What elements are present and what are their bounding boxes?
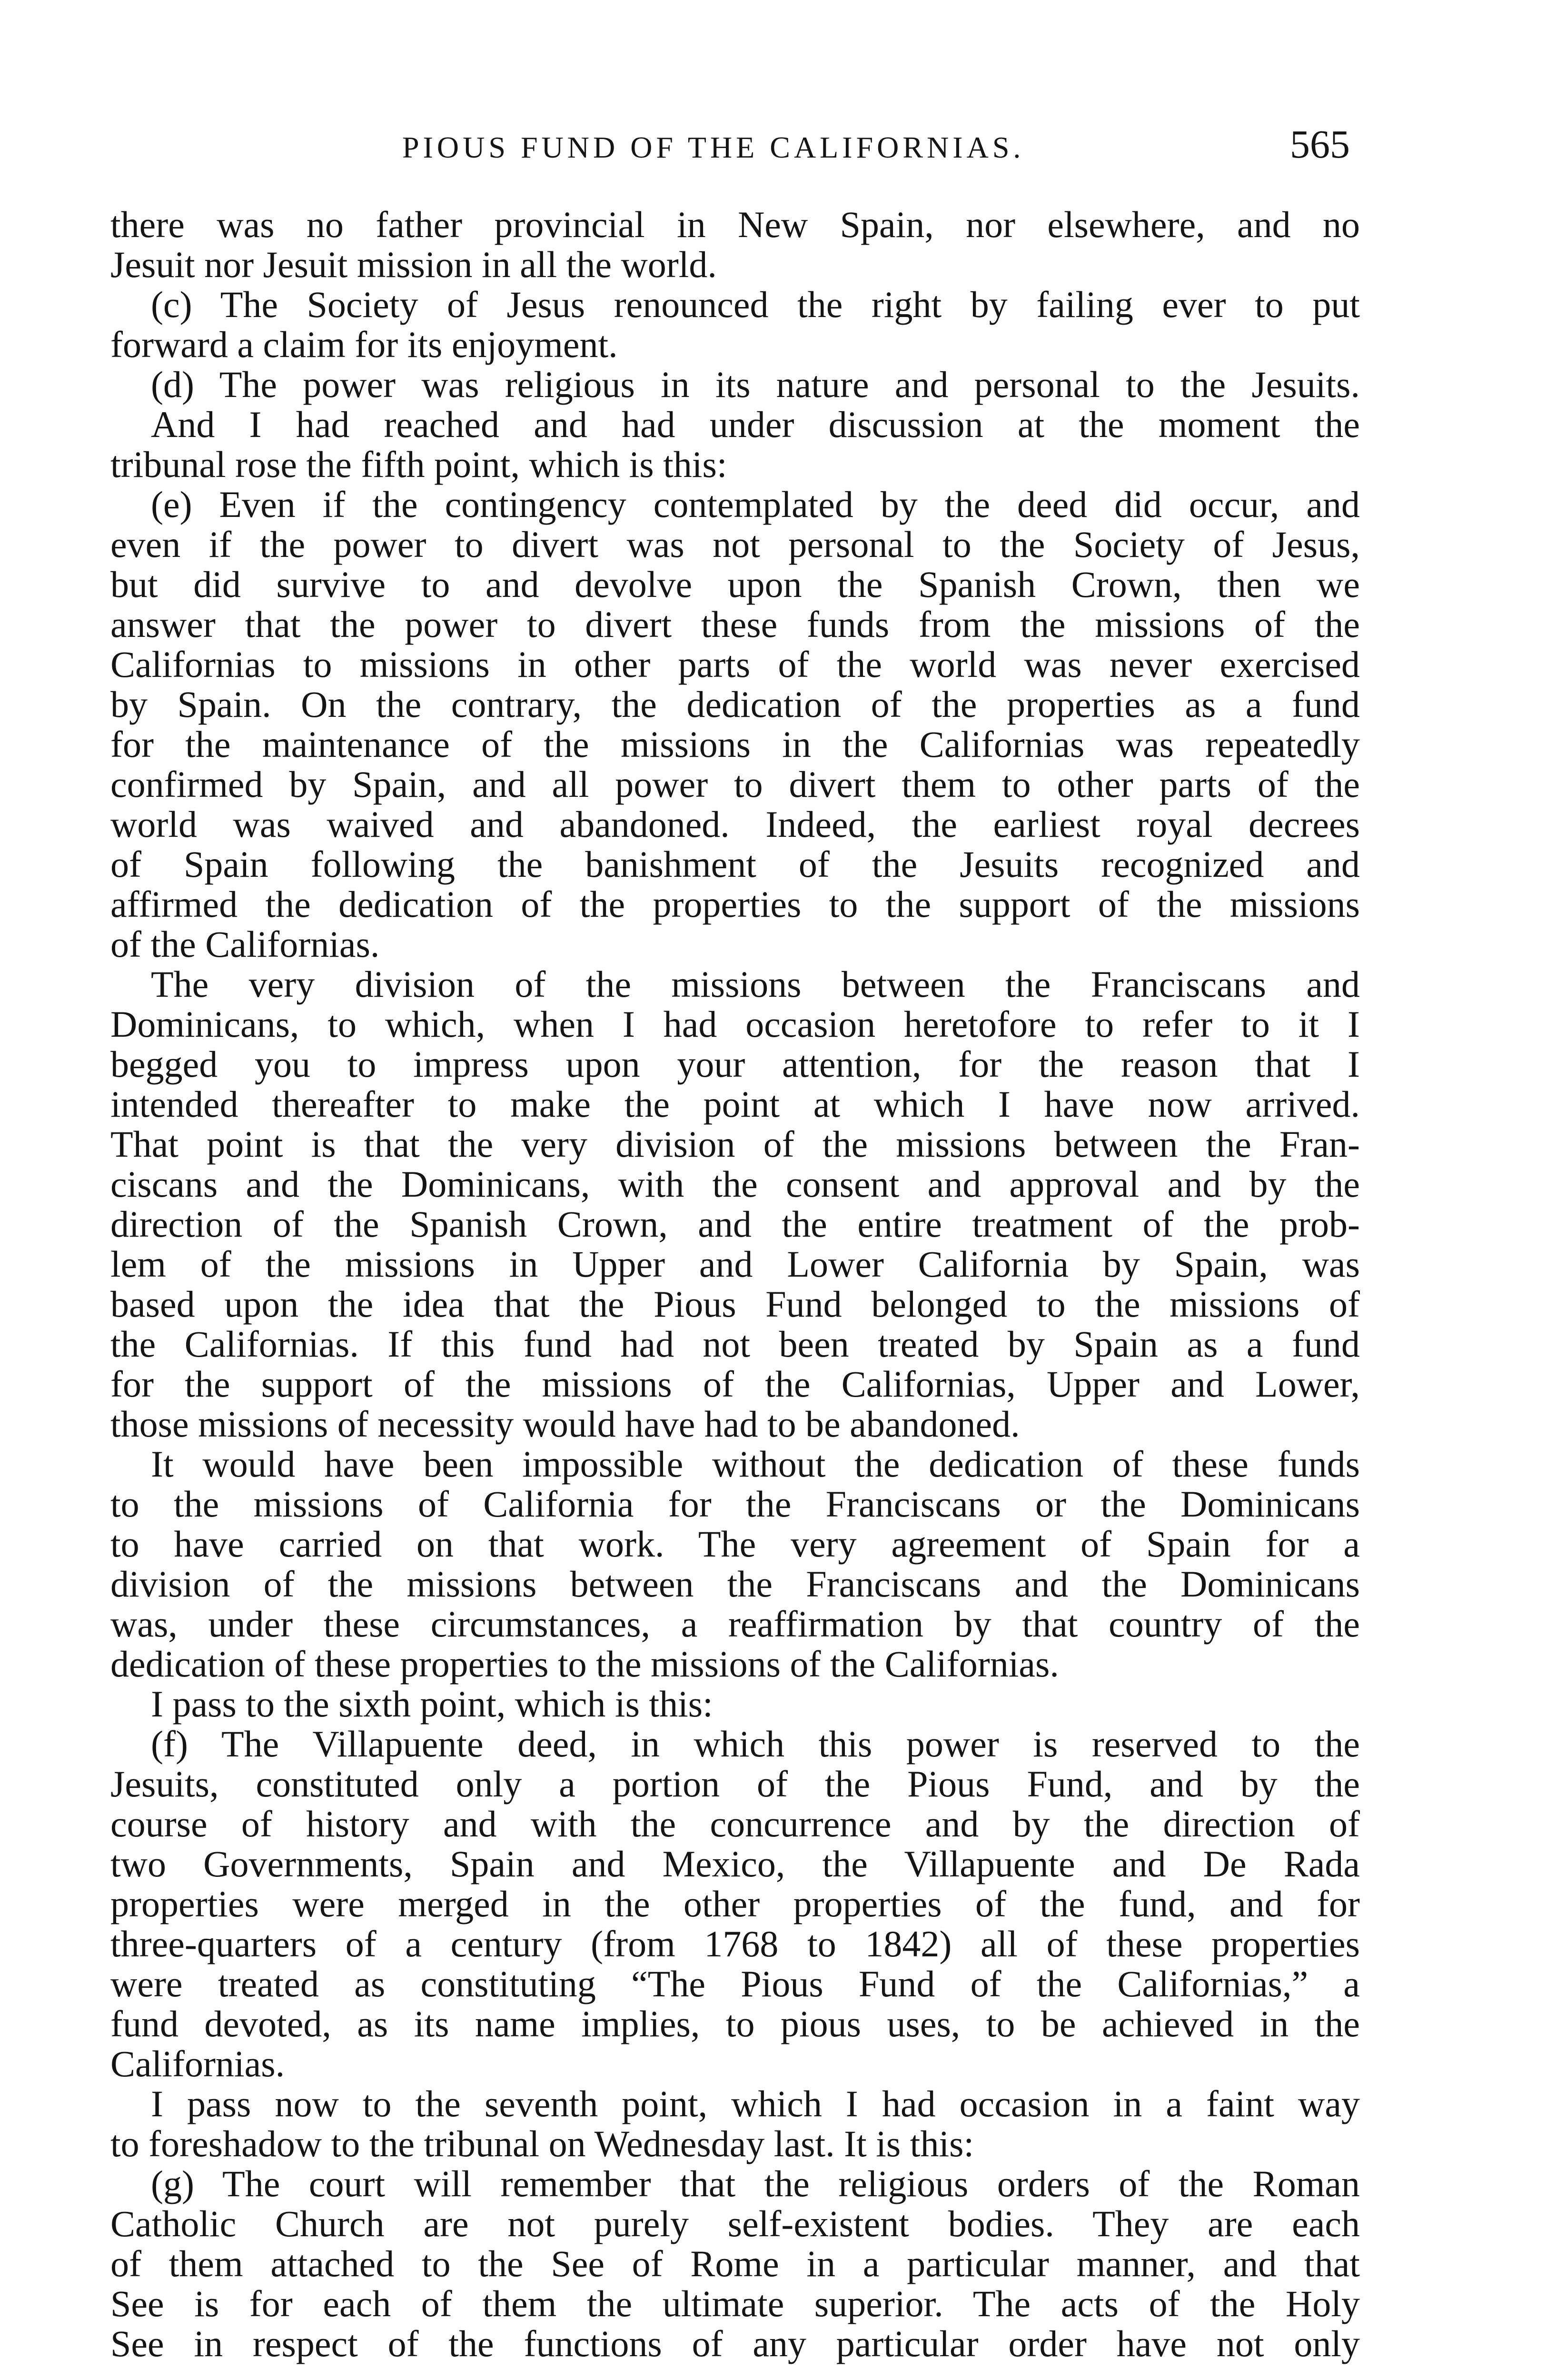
paragraph [110,405,1360,485]
text-line: Californias. [110,2043,285,2084]
text-line: two Governments, Spain and Mexico, the Villapuente and De Rada [110,1843,1360,1884]
paragraph [110,964,1360,1444]
text-line: See is for each of them the ultimate superior. The acts of the Holy [110,2283,1360,2324]
text-line: of the Californias. [110,923,380,965]
text-line: of Spain following the banishment of the Jesuits recognized and [110,843,1360,885]
text-line: three-quarters of a century (from 1768 to 1842) all of these properties [110,1923,1360,1964]
text-line: (d) The power was religious in its nature and personal to the Jesuits. [151,364,1360,405]
paragraph [110,2164,1360,2364]
text-line: division of the missions between the Franciscans and the Dominicans [110,1563,1360,1605]
text-line: lem of the missions in Upper and Lower California by Spain, was [110,1243,1360,1285]
text-line: for the maintenance of the missions in the Californias was repeatedly [110,724,1360,765]
paragraph [110,205,1360,285]
text-line: forward a claim for its enjoyment. [110,324,618,365]
text-line: the Californias. If this fund had not been treated by Spain as a fund [110,1323,1360,1365]
text-line: course of history and with the concurrence and by the direction of [110,1803,1360,1844]
page-number: 565 [1290,122,1350,167]
text-line: was, under these circumstances, a reaffirmation by that country of the [110,1603,1360,1645]
text-line: there was no father provincial in New Spain, nor elsewhere, and no [110,204,1360,245]
body-text [110,205,1360,2364]
text-line: ciscans and the Dominicans, with the consent and approval and by the [110,1163,1360,1205]
text-line: Catholic Church are not purely self-existent bodies. They are each [110,2203,1360,2244]
paragraph [110,2084,1360,2164]
text-line: those missions of necessity would have had to be abandoned. [110,1403,1020,1445]
text-line: to the missions of California for the Franciscans or the Dominicans [110,1483,1360,1525]
text-line: confirmed by Spain, and all power to divert them to other parts of the [110,764,1360,805]
text-line: begged you to impress upon your attention, for the reason that I [110,1043,1360,1085]
text-line: by Spain. On the contrary, the dedication of the properties as a fund [110,684,1360,725]
text-line: Jesuits, constituted only a portion of the Pious Fund, and by the [110,1763,1360,1805]
text-line: but did survive to and devolve upon the Spanish Crown, then we [110,564,1360,605]
text-line: Jesuit nor Jesuit mission in all the world. [110,244,717,285]
text-line: I pass now to the seventh point, which I had occasion in a faint way [151,2083,1360,2124]
text-line: dedication of these properties to the missions of the Californias. [110,1643,1059,1685]
text-line: See in respect of the functions of any particular order have not only [110,2323,1360,2364]
text-line: (e) Even if the contingency contemplated by the deed did occur, and [151,484,1360,525]
text-line: And I had reached and had under discussion at the moment the [151,404,1360,445]
text-line: Californias to missions in other parts of the world was never exercised [110,644,1360,685]
text-line: (c) The Society of Jesus renounced the right by failing ever to put [151,284,1360,325]
text-line: fund devoted, as its name implies, to pious uses, to be achieved in the [110,2003,1360,2044]
running-title: PIOUS FUND OF THE CALIFORNIAS. [402,130,1025,164]
paragraph [110,1444,1360,1684]
text-line: direction of the Spanish Crown, and the entire treatment of the prob- [110,1203,1360,1245]
paragraph [110,365,1360,405]
text-line: Dominicans, to which, when I had occasion heretofore to refer to it I [110,1003,1360,1045]
text-line: The very division of the missions between the Franciscans and [151,963,1360,1005]
text-line: for the support of the missions of the Californias, Upper and Lower, [110,1363,1360,1405]
paragraph [110,1684,1360,1724]
text-line: even if the power to divert was not personal to the Society of Jesus, [110,524,1360,565]
text-line: intended thereafter to make the point at which I have now arrived. [110,1083,1360,1125]
running-header [0,121,1546,174]
text-line: (g) The court will remember that the religious orders of the Roman [151,2163,1360,2204]
text-line: based upon the idea that the Pious Fund belonged to the missions of [110,1283,1360,1325]
text-line: (f) The Villapuente deed, in which this power is reserved to the [151,1723,1360,1765]
paragraph [110,485,1360,964]
text-line: to foreshadow to the tribunal on Wednesday last. It is this: [110,2123,974,2164]
paragraph [110,1724,1360,2084]
text-line: affirmed the dedication of the properties to the support of the missions [110,883,1360,925]
text-line: properties were merged in the other properties of the fund, and for [110,1883,1360,1924]
text-line: I pass to the sixth point, which is this: [151,1683,713,1725]
text-line: tribunal rose the fifth point, which is this: [110,444,727,485]
text-line: to have carried on that work. The very agreement of Spain for a [110,1523,1360,1565]
text-line: of them attached to the See of Rome in a particular manner, and that [110,2243,1360,2284]
text-line: world was waived and abandoned. Indeed, the earliest royal decrees [110,803,1360,845]
text-line: answer that the power to divert these funds from the missions of the [110,604,1360,645]
text-line: It would have been impossible without the dedication of these funds [151,1443,1360,1485]
text-line: were treated as constituting “The Pious Fund of the Californias,” a [110,1963,1360,2004]
text-line: That point is that the very division of the missions between the Fran- [110,1123,1360,1165]
paragraph [110,285,1360,365]
